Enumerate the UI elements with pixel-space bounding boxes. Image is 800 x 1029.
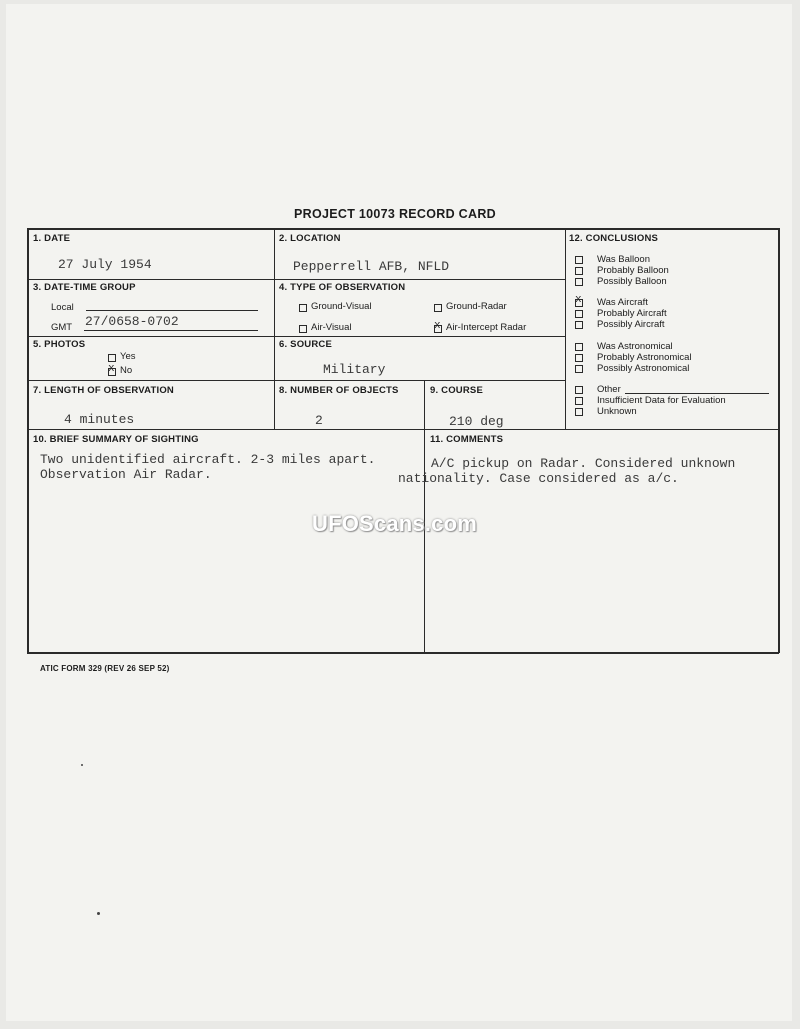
conclusion-possibly-balloon[interactable] xyxy=(575,276,785,287)
ground-radar-checkbox[interactable] xyxy=(434,304,442,312)
location-label: 2. LOCATION xyxy=(279,233,341,244)
length-of-observation-value: 4 minutes xyxy=(64,412,135,427)
gmt-underline xyxy=(84,330,258,331)
conclusion-probably-astronomical[interactable] xyxy=(575,352,785,363)
conclusion-text: Insufficient Data for Evaluation xyxy=(597,395,726,406)
checkbox[interactable] xyxy=(575,408,583,416)
photos-no-checkbox[interactable] xyxy=(108,368,116,376)
conclusion-text: Possibly Astronomical xyxy=(597,363,690,374)
conclusion-was-astronomical[interactable] xyxy=(575,341,785,352)
checkbox[interactable] xyxy=(575,321,583,329)
conclusion-text: Possibly Aircraft xyxy=(597,319,665,330)
air-visual-checkbox[interactable] xyxy=(299,325,307,333)
frame-bottom xyxy=(27,652,779,654)
scan-speck xyxy=(97,912,100,915)
card-title: PROJECT 10073 RECORD CARD xyxy=(294,207,496,221)
other-underline xyxy=(625,393,769,394)
comments-line-2: nationality. Case considered as a/c. xyxy=(398,471,679,486)
gmt-label: GMT xyxy=(51,322,73,333)
number-of-objects-value: 2 xyxy=(315,413,323,428)
ground-visual-checkbox[interactable] xyxy=(299,304,307,312)
course-value: 210 deg xyxy=(449,414,504,429)
local-label: Local xyxy=(51,302,74,313)
checkbox[interactable] xyxy=(575,278,583,286)
brief-summary-line-1: Two unidentified aircraft. 2-3 miles apart. xyxy=(40,452,376,467)
frame-top xyxy=(27,228,779,230)
conclusion-probably-balloon[interactable] xyxy=(575,265,785,276)
conclusions-label: 12. CONCLUSIONS xyxy=(569,233,659,244)
date-time-group-label: 3. DATE-TIME GROUP xyxy=(33,282,136,293)
conclusion-text: Was Aircraft xyxy=(597,297,648,308)
rule-1 xyxy=(27,279,565,280)
conclusion-possibly-aircraft[interactable] xyxy=(575,319,785,330)
date-value: 27 July 1954 xyxy=(58,257,152,272)
comments-line-1: A/C pickup on Radar. Considered unknown xyxy=(431,456,736,471)
conclusion-insufficient-data[interactable] xyxy=(575,395,785,406)
type-of-observation-label: 4. TYPE OF OBSERVATION xyxy=(279,282,406,293)
scan-speck xyxy=(81,764,83,766)
source-value: Military xyxy=(323,362,386,377)
rule-4 xyxy=(27,429,779,430)
checkbox[interactable] xyxy=(575,397,583,405)
conclusion-unknown[interactable] xyxy=(575,406,785,417)
record-card-page xyxy=(6,4,792,1021)
conclusion-text: Unknown xyxy=(597,406,637,417)
form-id: ATIC FORM 329 (REV 26 SEP 52) xyxy=(40,664,170,673)
conclusion-probably-aircraft[interactable] xyxy=(575,308,785,319)
checkbox[interactable] xyxy=(575,354,583,362)
checkbox[interactable] xyxy=(575,343,583,351)
rule-2 xyxy=(27,336,565,337)
conclusion-text: Probably Astronomical xyxy=(597,352,692,363)
conclusion-text: Possibly Balloon xyxy=(597,276,667,287)
conclusion-text: Probably Balloon xyxy=(597,265,669,276)
conclusion-text: Was Balloon xyxy=(597,254,650,265)
checkbox[interactable] xyxy=(575,386,583,394)
date-label: 1. DATE xyxy=(33,233,71,244)
rule-3 xyxy=(27,380,565,381)
watermark: UFOScans.com xyxy=(312,511,478,536)
air-intercept-radar-checkbox[interactable] xyxy=(434,325,442,333)
air-visual-text: Air-Visual xyxy=(311,322,352,333)
conclusion-was-aircraft[interactable] xyxy=(575,297,785,308)
gmt-value: 27/0658-0702 xyxy=(85,314,179,329)
conclusion-possibly-astronomical[interactable] xyxy=(575,363,785,374)
col-divider-2 xyxy=(565,228,566,429)
ground-visual-text: Ground-Visual xyxy=(311,301,372,312)
source-label: 6. SOURCE xyxy=(279,339,333,350)
photos-yes-text: Yes xyxy=(120,351,136,362)
course-label: 9. COURSE xyxy=(430,385,484,396)
checkbox[interactable] xyxy=(575,256,583,264)
ground-radar-text: Ground-Radar xyxy=(446,301,507,312)
local-underline xyxy=(86,310,258,311)
location-value: Pepperrell AFB, NFLD xyxy=(293,259,450,274)
length-of-observation-label: 7. LENGTH OF OBSERVATION xyxy=(33,385,174,396)
checkbox[interactable] xyxy=(575,267,583,275)
brief-summary-line-2: Observation Air Radar. xyxy=(40,467,212,482)
col-divider-1 xyxy=(274,228,275,429)
conclusion-was-balloon[interactable] xyxy=(575,254,785,265)
air-intercept-radar-text: Air-Intercept Radar xyxy=(446,322,527,333)
photos-no-text: No xyxy=(120,365,133,376)
checkbox[interactable] xyxy=(575,299,583,307)
conclusion-text: Probably Aircraft xyxy=(597,308,667,319)
comments-label: 11. COMMENTS xyxy=(430,434,504,445)
photos-yes-checkbox[interactable] xyxy=(108,354,116,362)
checkbox[interactable] xyxy=(575,365,583,373)
number-of-objects-label: 8. NUMBER OF OBJECTS xyxy=(279,385,399,396)
frame-right xyxy=(778,228,780,653)
photos-label: 5. PHOTOS xyxy=(33,339,86,350)
conclusion-text: Other xyxy=(597,384,621,395)
conclusion-text: Was Astronomical xyxy=(597,341,673,352)
frame-left xyxy=(27,228,29,653)
checkbox[interactable] xyxy=(575,310,583,318)
brief-summary-label: 10. BRIEF SUMMARY OF SIGHTING xyxy=(33,434,199,445)
